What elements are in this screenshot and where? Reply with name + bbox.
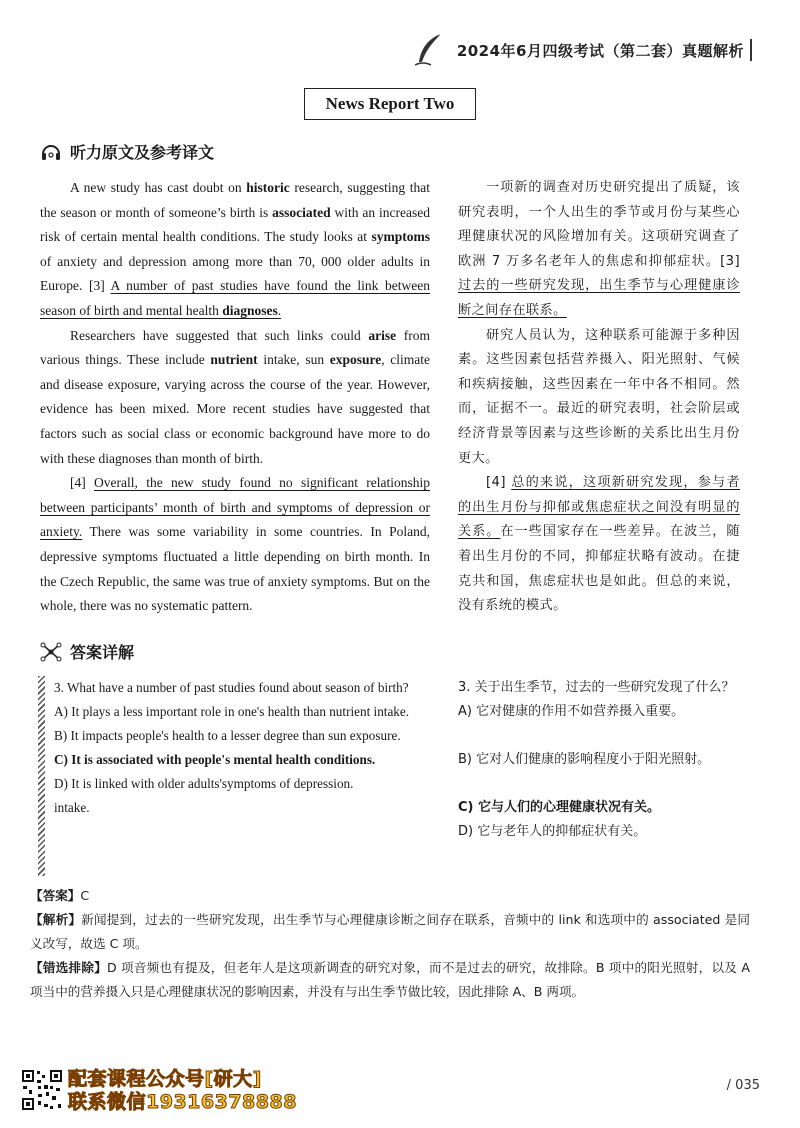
chinese-translation <box>458 176 740 619</box>
explain-line: 【解析】新闻提到，过去的一些研究发现，出生季节与心理健康诊断之间存在联系，音频中的 link 和选项中的 associated 是同义改写，故选 C 项。 <box>30 912 751 951</box>
english-paragraph-2: Researchers have suggested that such links could arise from various things. These include nutrient intake, sun exposure, climate and disease exposure, varying across the course of the year. However, evidence has been mixed. More recent studies have suggested that factors such as social class or economic background have more to do with these diagnoses than month of birth. <box>40 327 430 466</box>
feather-pen-icon <box>411 32 449 68</box>
promo-text <box>68 1068 297 1114</box>
page-header <box>411 30 752 70</box>
answer-analysis <box>30 884 750 1004</box>
chinese-paragraph-3: [4] 总的来说，这项新研究发现，参与者的出生月份与抑郁或焦虑症状之间没有明显的关系。在一些国家存在一些差异。在波兰，随着出生月份的不同，抑郁症状略有波动。在捷克共和国，焦虑症状也是如此。但总的来说，没有系统的模式。 <box>458 475 740 614</box>
chinese-paragraph-2: 研究人员认为，这种联系可能源于多种因素。这些因素包括营养摄入、阳光照射、气候和疾病接触，这些因素在一年中各不相同。然而，证据不一。最近的研究表明，社会阶层或经济背景等因素与这些诊断的关系比出生月份更大。 <box>458 327 740 466</box>
option-c-zh: C) 它与人们的心理健康状况有关。 <box>458 800 661 815</box>
question-english <box>38 676 454 820</box>
option-b-zh: B) 它对人们健康的影响程度小于阳光照射。 <box>458 752 711 767</box>
promo-line-1: 配套课程公众号[研大] <box>68 1068 262 1090</box>
option-b: B) It impacts people's health to a lesser degree than sun exposure. <box>54 728 401 743</box>
header-title: 2024年6月四级考试（第二套）真题解析 <box>456 41 744 60</box>
section-transcript-heading <box>40 140 214 163</box>
chinese-paragraph-1: 一项新的调查对历史研究提出了质疑，该研究表明，一个人出生的季节或月份与某些心理健康状况的风险增加有关。这项研究调查了欧洲 7 万多名老年人的焦虑和抑郁症状。[3] 过去的一些研究发现，出生季节与心理健康诊断之间存在联系。 <box>458 180 740 318</box>
english-transcript <box>40 176 430 619</box>
english-paragraph-1: A new study has cast doubt on historic research, suggesting that the season or month of someone’s birth is associated with an increased risk of certain mental health conditions. The study looks at symptoms of anxiety and depression among more than 70, 000 older adults in Europe. [3] A number of past studies have found the link between season of birth and mental health diagnoses. <box>40 180 430 318</box>
exclude-line: 【错选排除】D 项音频也有提及，但老年人是这项新调查的研究对象，而不是过去的研究，故排除。B 项中的阳光照射，以及 A 项当中的营养摄入只是心理健康状况的影响因素，并没有与出生季节做比较，因此排除 A、B 两项。 <box>30 960 750 999</box>
section-answer-title: 答案详解 <box>70 643 135 662</box>
section-transcript-title: 听力原文及参考译文 <box>70 143 215 162</box>
headphones-icon <box>40 142 62 162</box>
page-number: / 035 <box>726 1078 760 1093</box>
option-c: C) It is associated with people's mental health conditions. <box>54 752 376 767</box>
section-answer-heading <box>40 640 134 663</box>
question-chinese <box>458 676 758 844</box>
promo-line-2: 联系微信19316378888 <box>68 1091 297 1113</box>
qr-code-icon <box>20 1068 64 1112</box>
header-divider <box>750 39 752 61</box>
option-trail: intake. <box>54 800 90 815</box>
report-title: News Report Two <box>304 88 476 120</box>
option-a-zh: A) 它对健康的作用不如营养摄入重要。 <box>458 704 685 719</box>
option-a: A) It plays a less important role in one's health than nutrient intake. <box>54 704 410 719</box>
english-paragraph-3: [4] Overall, the new study found no significant relationship between participants’ month of birth and symptoms of depression or anxiety. There was some variability in some countries. In Poland, depressive symptoms fluctuated a little depending on birth month. In the Czech Republic, the same was true of anxiety symptoms. But on the whole, there was no systematic pattern. <box>40 475 430 614</box>
option-d-zh: D) 它与老年人的抑郁症状有关。 <box>458 824 647 839</box>
question-stem: 3. What have a number of past studies found about season of birth? <box>54 680 409 695</box>
question-stem-zh: 3. 关于出生季节，过去的一些研究发现了什么？ <box>458 680 735 695</box>
option-d: D) It is linked with older adults'symptoms of depression. <box>54 776 354 791</box>
molecule-icon <box>40 642 62 662</box>
answer-line: 【答案】C <box>30 888 90 903</box>
